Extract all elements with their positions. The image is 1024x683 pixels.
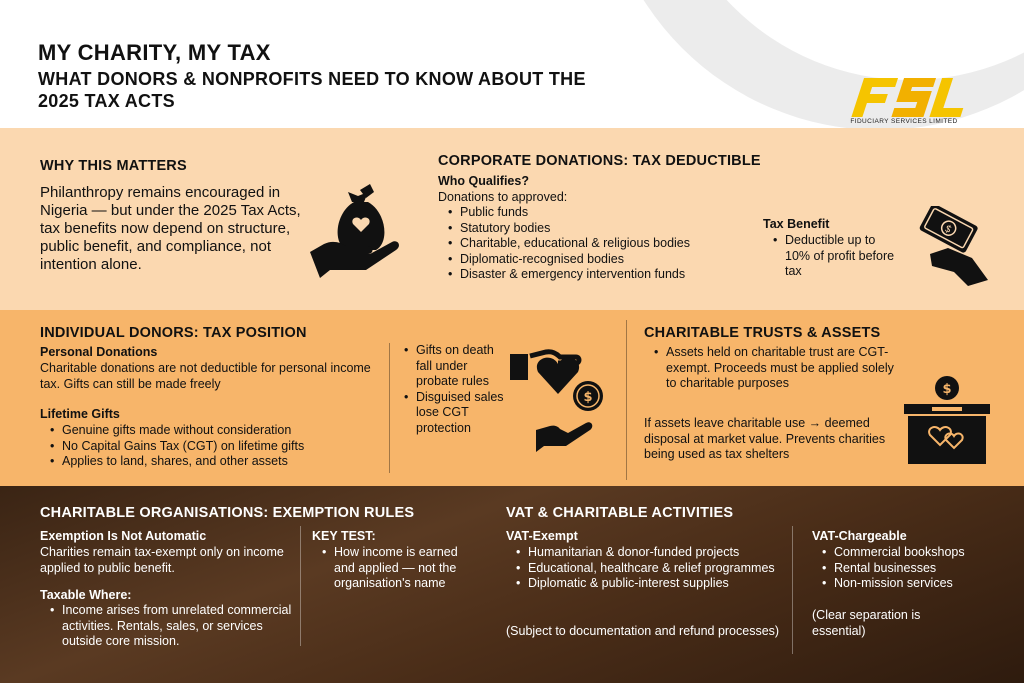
corporate-list bbox=[440, 205, 760, 283]
divider bbox=[300, 526, 301, 646]
list-item: • Genuine gifts made without consideration bbox=[42, 423, 387, 439]
page-title: MY CHARITY, MY TAX bbox=[38, 40, 271, 65]
list-item: • Assets held on charitable trust are CGT-exempt. Proceeds must be applied solely to charitable purposes bbox=[646, 345, 906, 392]
list-item: • Rental businesses bbox=[814, 561, 984, 577]
page-subtitle: WHAT DONORS & NONPROFITS NEED TO KNOW ABOUT THE 2025 TAX ACTS bbox=[38, 69, 586, 111]
vat-chargeable-note: (Clear separation is essential) bbox=[812, 608, 921, 638]
orgs-title: CHARITABLE ORGANISATIONS: EXEMPTION RULES bbox=[40, 505, 415, 521]
list-item: • Humanitarian & donor-funded projects bbox=[508, 545, 788, 561]
individual-side-list bbox=[396, 343, 508, 436]
list-item: • Educational, healthcare & relief programmes bbox=[508, 561, 788, 577]
divider bbox=[626, 320, 627, 480]
vat-exempt-label: VAT-Exempt bbox=[506, 529, 578, 543]
key-test-list bbox=[314, 545, 464, 592]
exempt-not-automatic-body: Charities remain tax-exempt only on income applied to public benefit. bbox=[40, 545, 284, 575]
cash-hand-icon bbox=[900, 206, 992, 286]
list-item: • Statutory bodies bbox=[440, 221, 760, 237]
why-body: Philanthropy remains encouraged in Nigeria — but under the 2025 Tax Acts, tax benefits now depend on structure, public benefit, and compliance, not intention alone. bbox=[40, 184, 301, 273]
heart-coin-hand-icon bbox=[508, 344, 608, 456]
corporate-title: CORPORATE DONATIONS: TAX DEDUCTIBLE bbox=[438, 153, 761, 169]
list-item: • Applies to land, shares, and other assets bbox=[42, 454, 387, 470]
list-item: • Non-mission services bbox=[814, 576, 984, 592]
corporate-who-label: Who Qualifies? bbox=[438, 174, 529, 188]
personal-donations-label: Personal Donations bbox=[40, 345, 158, 359]
list-item: • Commercial bookshops bbox=[814, 545, 984, 561]
tax-benefit-label: Tax Benefit bbox=[763, 217, 830, 231]
trusts-list bbox=[646, 345, 906, 392]
list-item: • Income arises from unrelated commercial activities. Rentals, sales, or services outside core mission. bbox=[42, 603, 297, 650]
divider bbox=[792, 526, 793, 654]
why-title: WHY THIS MATTERS bbox=[40, 158, 187, 174]
divider bbox=[389, 343, 390, 473]
list-item: • Gifts on death fall under probate rules bbox=[396, 343, 508, 390]
lifetime-gifts-label: Lifetime Gifts bbox=[40, 407, 120, 421]
list-item: • Public funds bbox=[440, 205, 760, 221]
corporate-intro: Donations to approved: bbox=[438, 190, 568, 204]
money-bag-hand-icon bbox=[308, 182, 412, 278]
list-item: • Disaster & emergency intervention funds bbox=[440, 267, 760, 283]
vat-title: VAT & CHARITABLE ACTIVITIES bbox=[506, 505, 734, 521]
list-item: • How income is earned and applied — not the organisation's name bbox=[314, 545, 464, 592]
lifetime-gifts-list bbox=[42, 423, 387, 470]
list-item: • Diplomatic & public-interest supplies bbox=[508, 576, 788, 592]
list-item: • Deductible up to 10% of profit before tax bbox=[765, 233, 895, 280]
exempt-not-automatic-label: Exemption Is Not Automatic bbox=[40, 529, 207, 543]
taxable-where-list bbox=[42, 603, 297, 650]
vat-chargeable-label: VAT-Chargeable bbox=[812, 529, 907, 543]
list-item: • No Capital Gains Tax (CGT) on lifetime gifts bbox=[42, 439, 387, 455]
header bbox=[0, 0, 1024, 128]
taxable-where-label: Taxable Where: bbox=[40, 588, 132, 602]
individual-title: INDIVIDUAL DONORS: TAX POSITION bbox=[40, 325, 307, 341]
list-item: • Disguised sales lose CGT protection bbox=[396, 390, 508, 437]
list-item: • Charitable, educational & religious bodies bbox=[440, 236, 760, 252]
personal-donations-body: Charitable donations are not deductible for personal income tax. Gifts can still be made freely bbox=[40, 361, 371, 391]
vat-chargeable-list bbox=[814, 545, 984, 592]
logo-tagline: FIDUCIARY SERVICES LIMITED bbox=[850, 118, 958, 125]
vat-exempt-note: (Subject to documentation and refund processes) bbox=[506, 624, 780, 638]
svg-text:$: $ bbox=[942, 382, 952, 397]
list-item: • Diplomatic-recognised bodies bbox=[440, 252, 760, 268]
tax-benefit-list bbox=[765, 233, 895, 280]
key-test-label: KEY TEST: bbox=[312, 529, 376, 543]
donation-box-icon bbox=[902, 374, 992, 466]
vat-exempt-list bbox=[508, 545, 788, 592]
svg-text:$: $ bbox=[942, 223, 954, 236]
trusts-note: If assets leave charitable use → deemed disposal at market value. Prevents charities being used as tax shelters bbox=[644, 416, 886, 461]
trusts-title: CHARITABLE TRUSTS & ASSETS bbox=[644, 325, 881, 341]
svg-text:$: $ bbox=[583, 390, 593, 405]
